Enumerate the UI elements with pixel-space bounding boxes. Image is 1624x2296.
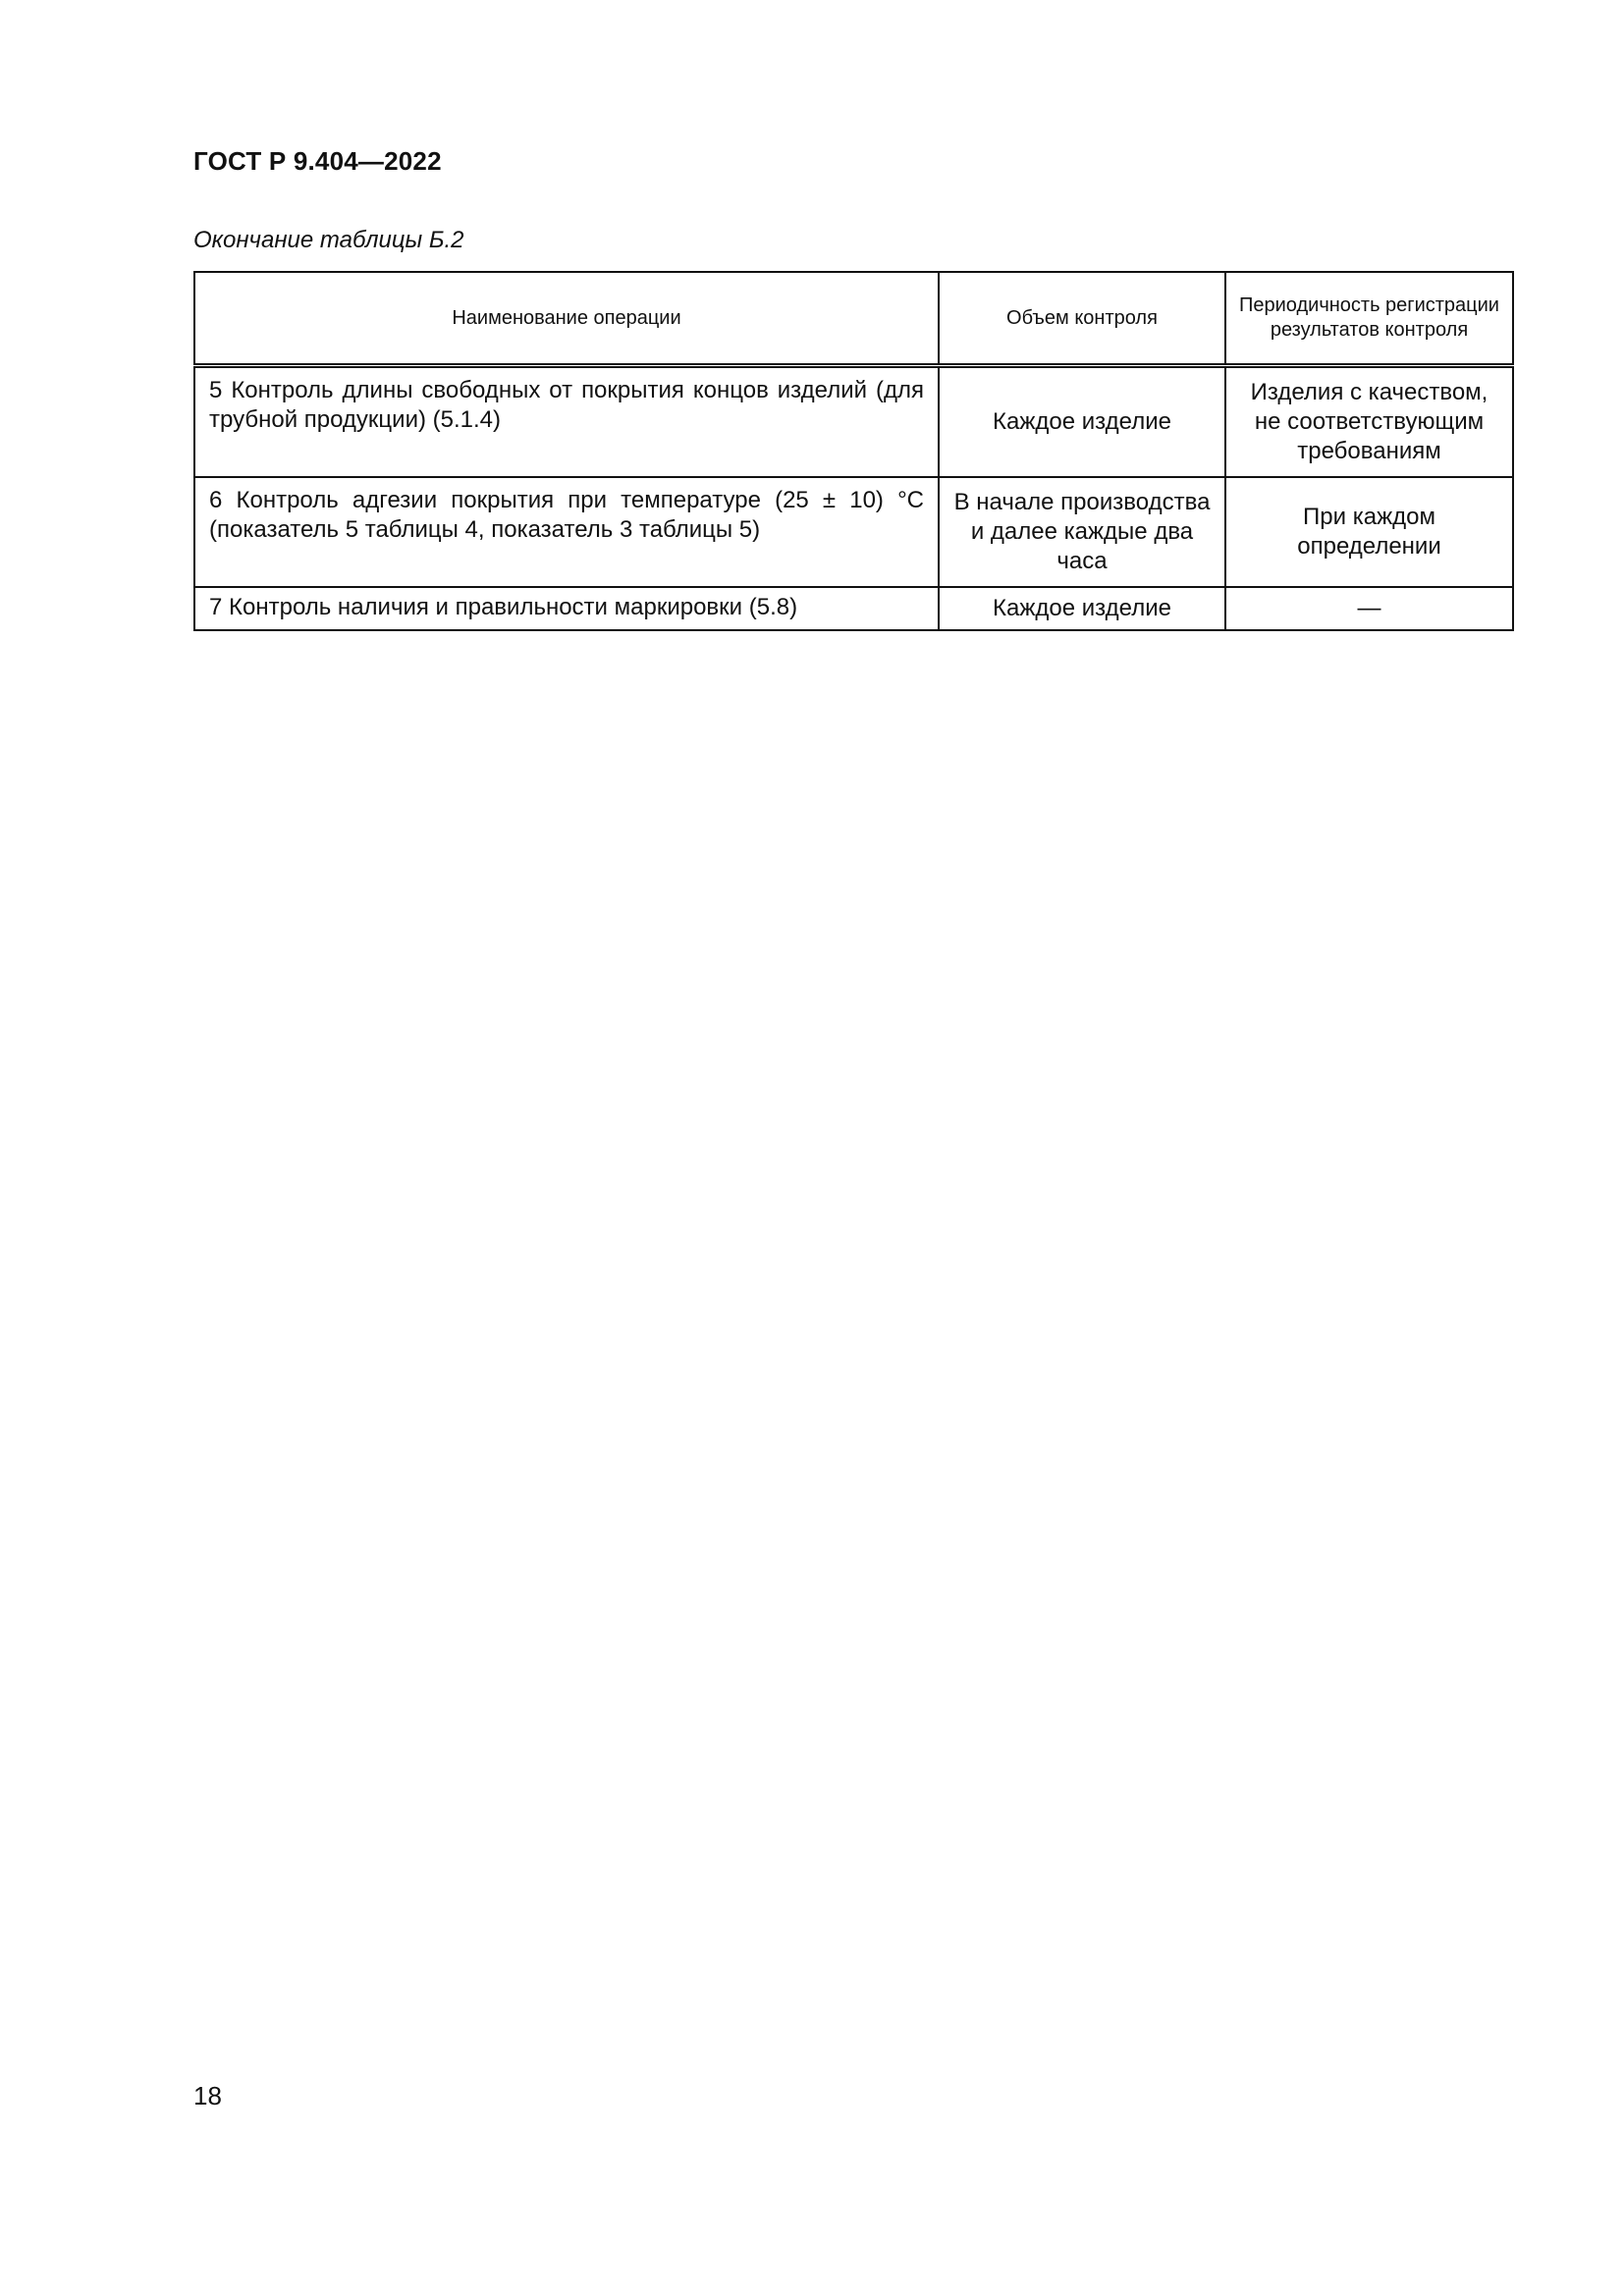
column-header-scope: Объем контроля [939, 272, 1225, 366]
column-header-periodicity: Периодичность регистрации результатов контроля [1225, 272, 1513, 366]
control-table-container [193, 271, 1512, 631]
table-row [194, 366, 1513, 478]
control-table [193, 271, 1514, 631]
cell-scope: Каждое изделие [939, 366, 1225, 478]
cell-periodicity: При каждом определении [1225, 477, 1513, 587]
cell-scope: Каждое изделие [939, 587, 1225, 630]
cell-scope: В начале производства и далее каждые два часа [939, 477, 1225, 587]
cell-operation: 7 Контроль наличия и правильности маркировки (5.8) [194, 587, 939, 630]
table-row [194, 587, 1513, 630]
cell-operation: 6 Контроль адгезии покрытия при температуре (25 ± 10) °С (показатель 5 таблицы 4, показатель 3 таблицы 5) [194, 477, 939, 587]
cell-operation: 5 Контроль длины свободных от покрытия концов изделий (для трубной продукции) (5.1.4) [194, 366, 939, 478]
table-body [194, 366, 1513, 631]
page-number: 18 [193, 2081, 222, 2110]
cell-periodicity: Изделия с качеством, не соответствующим требованиям [1225, 366, 1513, 478]
column-header-operation: Наименование операции [194, 272, 939, 366]
document-header: ГОСТ Р 9.404—2022 [193, 146, 442, 176]
table-row [194, 477, 1513, 587]
table-header [194, 272, 1513, 366]
table-caption: Окончание таблицы Б.2 [193, 227, 464, 253]
cell-periodicity: — [1225, 587, 1513, 630]
table-header-row [194, 272, 1513, 366]
